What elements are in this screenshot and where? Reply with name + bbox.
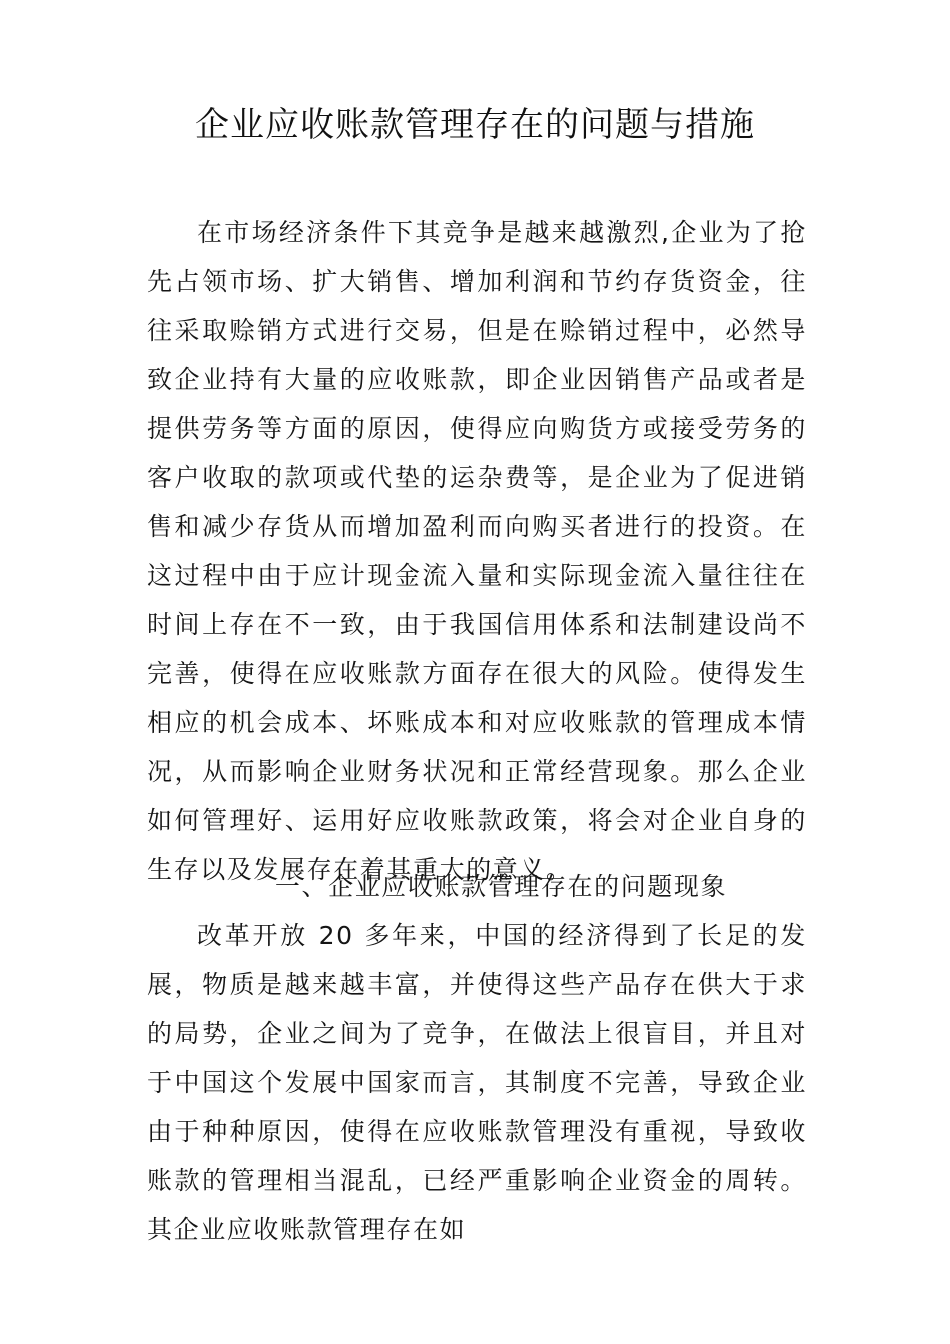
document-title: 企业应收账款管理存在的问题与措施 (195, 105, 755, 145)
body-paragraph-intro: 在市场经济条件下其竞争是越来越激烈,企业为了抢先占领市场、扩大销售、增加利润和节约存货资金，往往采取赊销方式进行交易，但是在赊销过程中，必然导致企业持有大量的应收账款，即企业因销售产品或者是提供劳务等方面的原因，使得应向购货方或接受劳务的客户收取的款项或代垫的运杂费等，是企业为了促进销售和减少存货从而增加盈利而向购买者进行的投资。在这过程中由于应计现金流入量和实际现金流入量往往在时间上存在不一致，由于我国信用体系和法制建设尚不完善，使得在应收账款方面存在很大的风险。使得发生相应的机会成本、坏账成本和对应收账款的管理成本情况，从而影响企业财务状况和正常经营现象。那么企业如何管理好、运用好应收账款政策，将会对企业自身的生存以及发展存在着其重大的意义。 (147, 218, 807, 884)
body-paragraph-section-1: 改革开放 20 多年来，中国的经济得到了长足的发展，物质是越来越丰富，并使得这些产品存在供大于求的局势，企业之间为了竞争，在做法上很盲目，并且对于中国这个发展中国家而言，其制度不完善，导致企业由于种种原因，使得在应收账款管理没有重视，导致收账款的管理相当混乱，已经严重影响企业资金的周转。其企业应收账款管理存在如 (147, 921, 807, 1244)
section-heading-block (147, 862, 807, 911)
body-paragraph-intro-block (147, 208, 807, 894)
section-heading-1: 一、企业应收账款管理存在的问题现象 (274, 872, 728, 901)
body-paragraph-section-1-block (147, 911, 807, 1254)
